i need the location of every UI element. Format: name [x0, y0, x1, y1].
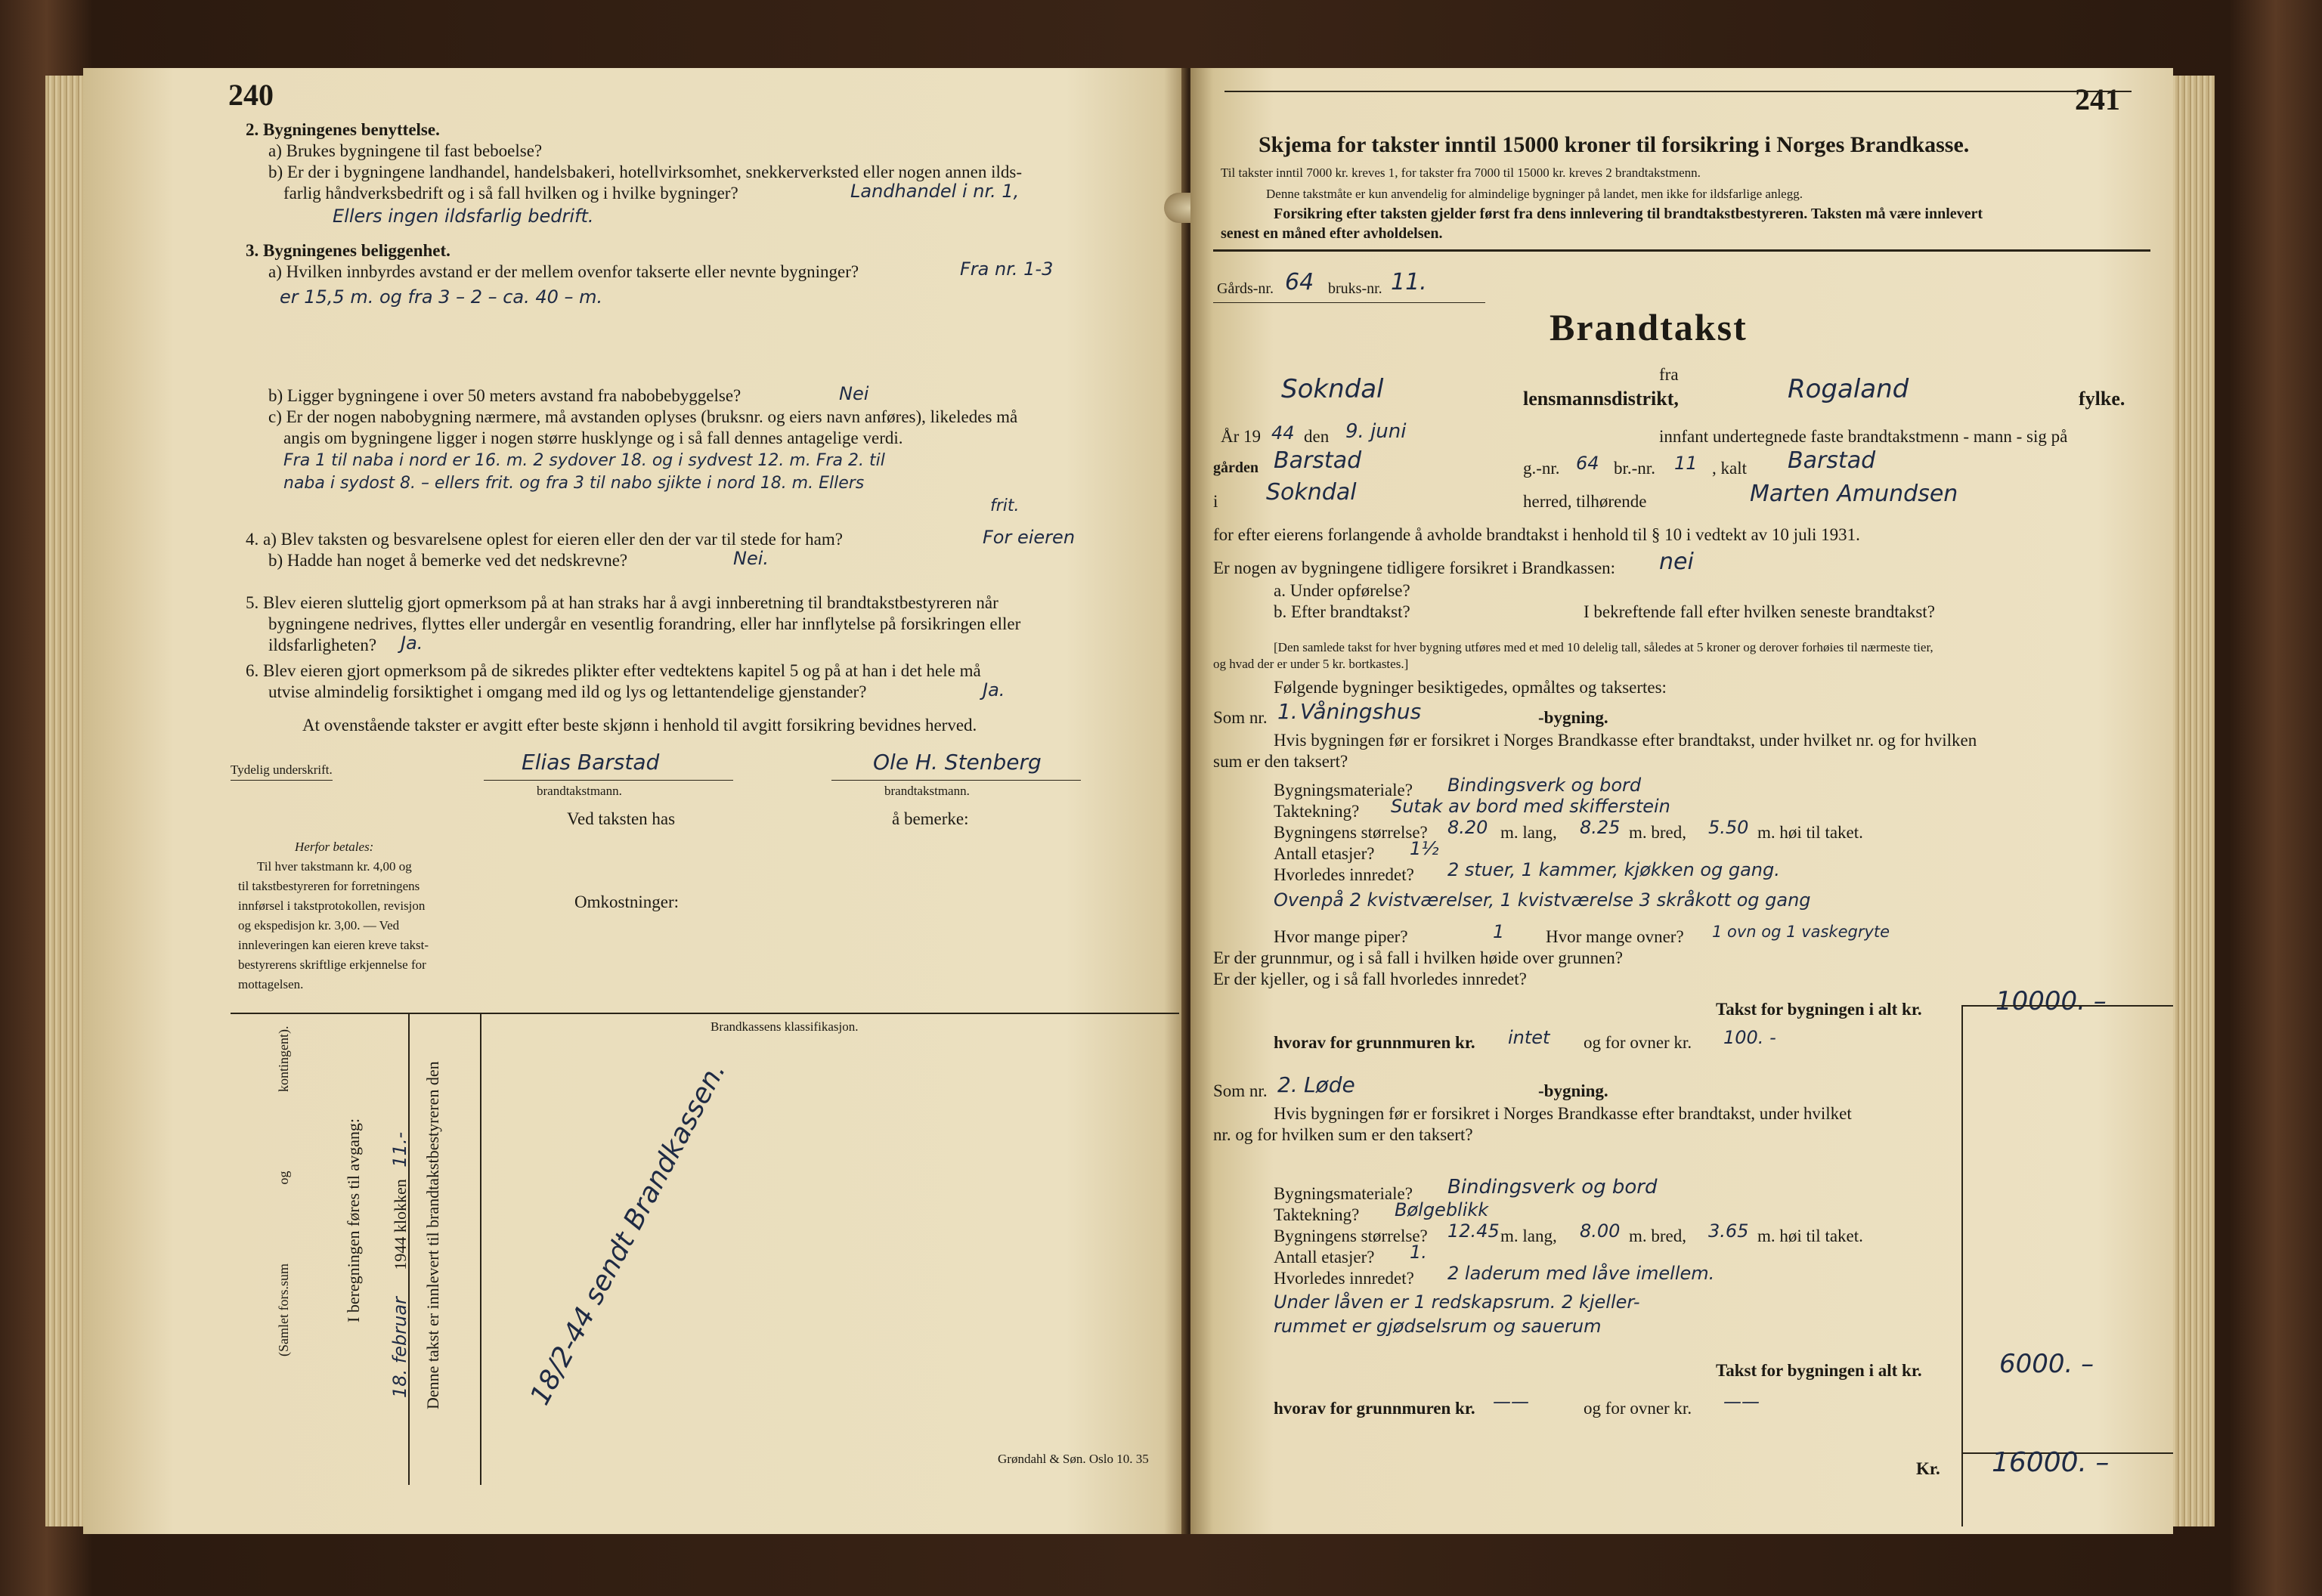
kalt-label: , kalt	[1712, 459, 1747, 478]
b1-floors-value: 1½	[1410, 838, 1439, 859]
header-divider	[1213, 249, 2150, 252]
column-divider-2	[480, 1013, 481, 1485]
bruks-nr-value: 11.	[1391, 269, 1427, 295]
section-2-title: 2. Bygningenes benyttelse.	[246, 120, 440, 139]
b1-takst-value: 10000. –	[1995, 986, 2107, 1016]
kontingent-text: kontingent).	[276, 1025, 291, 1092]
gards-underline	[1213, 302, 1485, 303]
closing-statement: At ovenstående takster er avgitt efter beste skjønn i henhold til avgitt forsikring bevidnes herved.	[302, 716, 977, 735]
herred-value: Sokndal	[1266, 479, 1357, 506]
page-number: 241	[2075, 82, 2120, 116]
gnr-value: 64	[1576, 453, 1599, 474]
rotated-avgang	[344, 1118, 364, 1322]
county-value: Rogaland	[1788, 374, 1909, 404]
question-3c-line1: c) Er der nogen nabobygning nærmere, må avstanden oplyses (bruksnr. og eiers navn anføres), likeledes må	[268, 407, 1018, 426]
b2-material-value: Bindingsverk og bord	[1447, 1176, 1658, 1199]
header-line-1: Til takster inntil 7000 kr. kreves 1, for takster fra 7000 til 15000 kr. kreves 2 brandtakstmenn.	[1221, 165, 1701, 180]
b1-hvorav-label: hvorav for grunnmuren kr.	[1274, 1033, 1475, 1052]
b1-takst-label: Takst for bygningen i alt kr.	[1716, 1000, 1922, 1019]
answer-3c-line2: naba i sydost 8. – ellers frit. og fra 3 til nabo sjikte i nord 18. m. Ellers	[283, 474, 865, 493]
innlevert-time: 11.-	[389, 1131, 410, 1168]
question-2b-line2: farlig håndverksbedrift og i så fall hvilken og i hvilke bygninger?	[283, 184, 738, 203]
b1-interior-label: Hvorledes innredet?	[1274, 865, 1414, 884]
brnr-value: 11	[1674, 453, 1698, 474]
separator-line	[231, 1013, 1179, 1014]
form-header-title: Skjema for takster inntil 15000 kroner til forsikring i Norges Brandkasse.	[1259, 132, 1970, 157]
left-page-edges	[45, 76, 87, 1526]
b1-material-value: Bindingsverk og bord	[1447, 775, 1642, 796]
signature-line-1	[484, 780, 733, 781]
year-prefix: År 19	[1221, 427, 1262, 446]
b2-floors-value: 1.	[1410, 1242, 1427, 1263]
b1-length: 8.20	[1447, 817, 1488, 838]
b2-og-for-ovner: og for ovner kr.	[1584, 1399, 1692, 1418]
b1-height: 5.50	[1708, 817, 1749, 838]
omkostninger-label: Omkostninger:	[574, 892, 679, 911]
b1-m-hoi: m. høi til taket.	[1757, 823, 1863, 842]
b2-roof-label: Taktekning?	[1274, 1205, 1360, 1224]
question-3c-line2: angis om bygningene ligger i nogen større husklynge og i så fall dennes antagelige verdi.	[283, 428, 903, 447]
question-5-line3: ildsfarligheten?	[268, 636, 377, 654]
left-page	[83, 68, 1187, 1534]
b2-nr: 2.	[1277, 1072, 1298, 1097]
herfor-title: Herfor betales:	[295, 840, 374, 854]
herfor-line-6: bestyrerens skriftlige erkjennelse for	[238, 957, 426, 972]
b2-ovner-value: ——	[1723, 1391, 1760, 1412]
answer-4a: For eieren	[983, 527, 1076, 548]
rotated-samlet	[276, 1026, 292, 1357]
b1-nr: 1.	[1277, 699, 1298, 724]
signature-label: Tydelig underskrift.	[231, 762, 333, 777]
question-6-line2: utvise almindelig forsiktighet i omgang med ild og lys og lettantendelige gjenstander?	[268, 682, 867, 701]
b1-suffix: -bygning.	[1538, 708, 1608, 727]
b2-interior-3: rummet er gjødselsrum og sauerum	[1274, 1316, 1602, 1337]
role-1: brandtakstmann.	[537, 784, 622, 798]
b2-hvis-1: Hvis bygningen før er forsikret i Norges Brandkasse efter brandtakst, under hvilket	[1274, 1104, 1852, 1123]
owner-value: Marten Amundsen	[1750, 481, 1958, 507]
b1-pipes-label: Hvor mange piper?	[1274, 927, 1408, 946]
b1-interior-1: 2 stuer, 1 kammer, kjøkken og gang.	[1447, 859, 1780, 880]
printer-imprint: Grøndahl & Søn. Oslo 10. 35	[998, 1452, 1149, 1466]
garden-value: Barstad	[1274, 447, 1362, 474]
b1-m-lang: m. lang,	[1500, 823, 1557, 842]
efter-brandtakst: b. Efter brandtakst?	[1274, 602, 1410, 621]
b1-ovens-value: 1 ovn og 1 vaskegryte	[1712, 923, 1890, 941]
district-value: Sokndal	[1281, 374, 1384, 404]
district-label: lensmannsdistrikt,	[1523, 388, 1679, 410]
question-2b-line1: b) Er der i bygningene landhandel, handelsbakeri, hotellvirksomhet, snekkerverksted eller nogen annen ilds-	[268, 162, 1022, 181]
right-page-edges	[2169, 76, 2215, 1526]
brnr-label: br.-nr.	[1614, 459, 1655, 478]
herfor-line-7: mottagelsen.	[238, 977, 304, 991]
answer-3b: Nei	[839, 383, 869, 404]
a-bemerke-label: å bemerke:	[892, 809, 969, 828]
document-title: Brandtakst	[1550, 306, 1748, 348]
herfor-line-1: Til hver takstmann kr. 4,00 og	[257, 859, 412, 874]
b1-m-bred: m. bred,	[1629, 823, 1687, 842]
fra-label: fra	[1659, 365, 1679, 384]
b1-ovens-label: Hvor mange ovner?	[1546, 927, 1684, 946]
b2-som-nr: Som nr.	[1213, 1081, 1268, 1100]
b1-name: Våningshus	[1300, 699, 1422, 724]
b2-roof-value: Bølgeblikk	[1395, 1199, 1489, 1220]
b1-size-label: Bygningens størrelse?	[1274, 823, 1428, 842]
innlevert-text: Denne takst er innlevert til brandtakstbestyreren den	[423, 1061, 442, 1409]
b2-interior-1: 2 laderum med låve imellem.	[1447, 1263, 1715, 1284]
question-5-line1: 5. Blev eieren sluttelig gjort opmerksom på at han straks har å avgi innberetning til brandtakstbestyreren når	[246, 593, 998, 612]
signature-1: Elias Barstad	[522, 750, 660, 775]
answer-3c-line1: Fra 1 til naba i nord er 16. m. 2 sydover 18. og i sydvest 12. m. Fra 2. til	[283, 451, 885, 470]
b2-m-lang: m. lang,	[1500, 1226, 1557, 1245]
innfant-text: innfant undertegnede faste brandtakstmenn - mann - sig på	[1659, 427, 2068, 446]
b1-som-nr: Som nr.	[1213, 708, 1268, 727]
b2-name: Løde	[1304, 1072, 1355, 1097]
b2-hvorav-label: hvorav for grunnmuren kr.	[1274, 1399, 1475, 1418]
kalt-value: Barstad	[1788, 447, 1876, 474]
signature-2: Ole H. Stenberg	[873, 750, 1042, 775]
role-2: brandtakstmann.	[884, 784, 970, 798]
header-line-2: Denne takstmåte er kun anvendelig for almindelige bygninger på landet, men ikke for ildsfarlige anlegg.	[1266, 187, 1803, 201]
gards-nr-value: 64	[1285, 269, 1314, 295]
b1-hvis-2: sum er den taksert?	[1213, 752, 1348, 771]
b1-hvis-1: Hvis bygningen før er forsikret i Norges Brandkasse efter brandtakst, under hvilket nr. og for hvilken	[1274, 731, 1977, 750]
folgende-text: Følgende bygninger besiktigedes, opmåltes og taksertes:	[1274, 678, 1667, 697]
i-label: i	[1213, 492, 1218, 511]
question-2a: a) Brukes bygningene til fast beboelse?	[268, 141, 543, 160]
divider	[231, 780, 333, 781]
b1-grunnmur-question: Er der grunnmur, og i så fall i hvilken høide over grunnen?	[1213, 948, 1623, 967]
innlevert-year: 1944 klokken	[391, 1179, 410, 1270]
b1-pipes-value: 1	[1493, 921, 1505, 942]
total-kr-label: Kr.	[1916, 1459, 1940, 1478]
herfor-line-4: og ekspedisjon kr. 3,00. — Ved	[238, 918, 400, 933]
b2-length: 12.45	[1447, 1220, 1500, 1242]
herred-label: herred, tilhørende	[1523, 492, 1647, 511]
samlede-note-1: [Den samlede takst for hver bygning utføres med et med 10 delelig tall, således at 5 kroner og derover forhøies til nærmeste tier,	[1274, 640, 1933, 654]
b2-hvorav-grunnmur: ——	[1493, 1391, 1529, 1412]
section-3-title: 3. Bygningenes beliggenhet.	[246, 241, 450, 260]
herfor-line-2: til takstbestyreren for forretningens	[238, 879, 420, 893]
gnr-label: g.-nr.	[1523, 459, 1560, 478]
tidligere-answer: nei	[1659, 549, 1694, 575]
b2-interior-2: Under låven er 1 redskapsrum. 2 kjeller-	[1274, 1291, 1640, 1313]
answer-3a-line2: er 15,5 m. og fra 3 – 2 – ca. 40 – m.	[280, 286, 603, 308]
b1-og-for-ovner: og for ovner kr.	[1584, 1033, 1692, 1052]
og-text: og	[276, 1171, 291, 1185]
answer-3c-line3: frit.	[990, 496, 1020, 515]
ved-taksten-label: Ved taksten has	[567, 809, 676, 828]
b1-width: 8.25	[1580, 817, 1621, 838]
b1-floors-label: Antall etasjer?	[1274, 844, 1375, 863]
year-value: 44	[1271, 422, 1295, 444]
b1-roof-value: Sutak av bord med skifferstein	[1391, 796, 1670, 817]
answer-4b: Nei.	[733, 548, 769, 569]
totals-column-border	[1961, 1005, 1963, 1526]
b2-width: 8.00	[1580, 1220, 1621, 1242]
classification-title: Brandkassens klassifikasjon.	[711, 1019, 859, 1034]
date-value: 9. juni	[1345, 420, 1407, 443]
b2-m-bred: m. bred,	[1629, 1226, 1687, 1245]
header-line-4: senest en måned efter avholdelsen.	[1221, 225, 1443, 242]
samlede-note-2: og hvad der er under 5 kr. bortkastes.]	[1213, 657, 1409, 671]
totals-top-border	[1961, 1005, 2173, 1007]
garden-label: gården	[1213, 459, 1259, 476]
answer-3a-line1: Fra nr. 1-3	[960, 258, 1054, 280]
question-3a: a) Hvilken innbyrdes avstand er der mellem ovenfor takserte eller nevnte bygninger?	[268, 262, 859, 281]
question-4a: 4. a) Blev taksten og besvarelsene oplest for eieren eller den der var til stede for ham?	[246, 530, 843, 549]
under-opforelse: a. Under opførelse?	[1274, 581, 1410, 600]
rotated-innlevert	[423, 1061, 443, 1409]
den-label: den	[1304, 427, 1330, 446]
b1-ovner-value: 100. -	[1723, 1027, 1776, 1048]
answer-6: Ja.	[983, 679, 1005, 701]
b2-interior-label: Hvorledes innredet?	[1274, 1269, 1414, 1288]
b1-roof-label: Taktekning?	[1274, 802, 1360, 821]
b2-material-label: Bygningsmateriale?	[1274, 1184, 1413, 1203]
b2-hvis-2: nr. og for hvilken sum er den taksert?	[1213, 1125, 1473, 1144]
herfor-line-5: innleveringen kan eieren kreve takst-	[238, 938, 429, 952]
samlet-text: (Samlet fors.sum	[276, 1264, 291, 1356]
b2-m-hoi: m. høi til taket.	[1757, 1226, 1863, 1245]
header-line-3: Forsikring efter taksten gjelder først fra dens innlevering til brandtakstbestyreren. Taksten må være innlevert	[1274, 206, 1983, 222]
answer-5: Ja.	[401, 633, 423, 654]
b2-height: 3.65	[1708, 1220, 1749, 1242]
question-3b: b) Ligger bygningene i over 50 meters avstand fra nabobebyggelse?	[268, 386, 741, 405]
question-4b: b) Hadde han noget å bemerke ved det nedskrevne?	[268, 551, 628, 570]
forlangende-text: for efter eierens forlangende å avholde brandtakst i henhold til § 10 i vedtekt av 10 juli 1931.	[1213, 525, 1860, 544]
county-label: fylke.	[2079, 388, 2125, 410]
avgang-text: I beregningen føres til avgang:	[344, 1118, 363, 1322]
bekreftende-question: I bekreftende fall efter hvilken seneste brandtakst?	[1584, 602, 1935, 621]
answer-2b-line2: Ellers ingen ildsfarlig bedrift.	[333, 206, 594, 227]
b1-kjeller-question: Er der kjeller, og i så fall hvorledes innredet?	[1213, 970, 1527, 988]
rotated-date	[389, 1132, 410, 1398]
page-number: 240	[228, 78, 274, 112]
innlevert-date: 18. februar	[389, 1297, 410, 1398]
tidligere-question: Er nogen av bygningene tidligere forsikret i Brandkassen:	[1213, 558, 1616, 577]
b1-interior-2: Ovenpå 2 kvistværelser, 1 kvistværelse 3 skråkott og gang	[1274, 889, 1811, 911]
gards-nr-label: Gårds-nr.	[1217, 280, 1274, 297]
right-page	[1190, 68, 2173, 1534]
question-5-line2: bygningene nedrives, flyttes eller undergår en vesentlig forandring, eller har innflytelse på forsikringen eller	[268, 614, 1021, 633]
b2-size-label: Bygningens størrelse?	[1274, 1226, 1428, 1245]
question-6-line1: 6. Blev eieren gjort opmerksom på de sikredes plikter efter vedtektens kapitel 5 og på at han i det hele må	[246, 661, 981, 680]
b2-floors-label: Antall etasjer?	[1274, 1248, 1375, 1267]
handwritten-sent-note: 18/2-44 sendt Brandkassen.	[524, 1056, 732, 1410]
b2-takst-label: Takst for bygningen i alt kr.	[1716, 1361, 1922, 1380]
bruks-nr-label: bruks-nr.	[1328, 280, 1382, 297]
b1-hvorav-grunnmur: intet	[1508, 1027, 1550, 1048]
b2-suffix: -bygning.	[1538, 1081, 1608, 1100]
answer-2b-line1: Landhandel i nr. 1,	[850, 181, 1020, 202]
header-rule	[1224, 91, 2132, 92]
herfor-line-3: innførsel i takstprotokollen, revisjon	[238, 899, 426, 913]
b2-takst-value: 6000. –	[1999, 1349, 2094, 1379]
total-value: 16000. –	[1992, 1447, 2110, 1478]
b1-material-label: Bygningsmateriale?	[1274, 781, 1413, 800]
signature-line-2	[831, 780, 1081, 781]
